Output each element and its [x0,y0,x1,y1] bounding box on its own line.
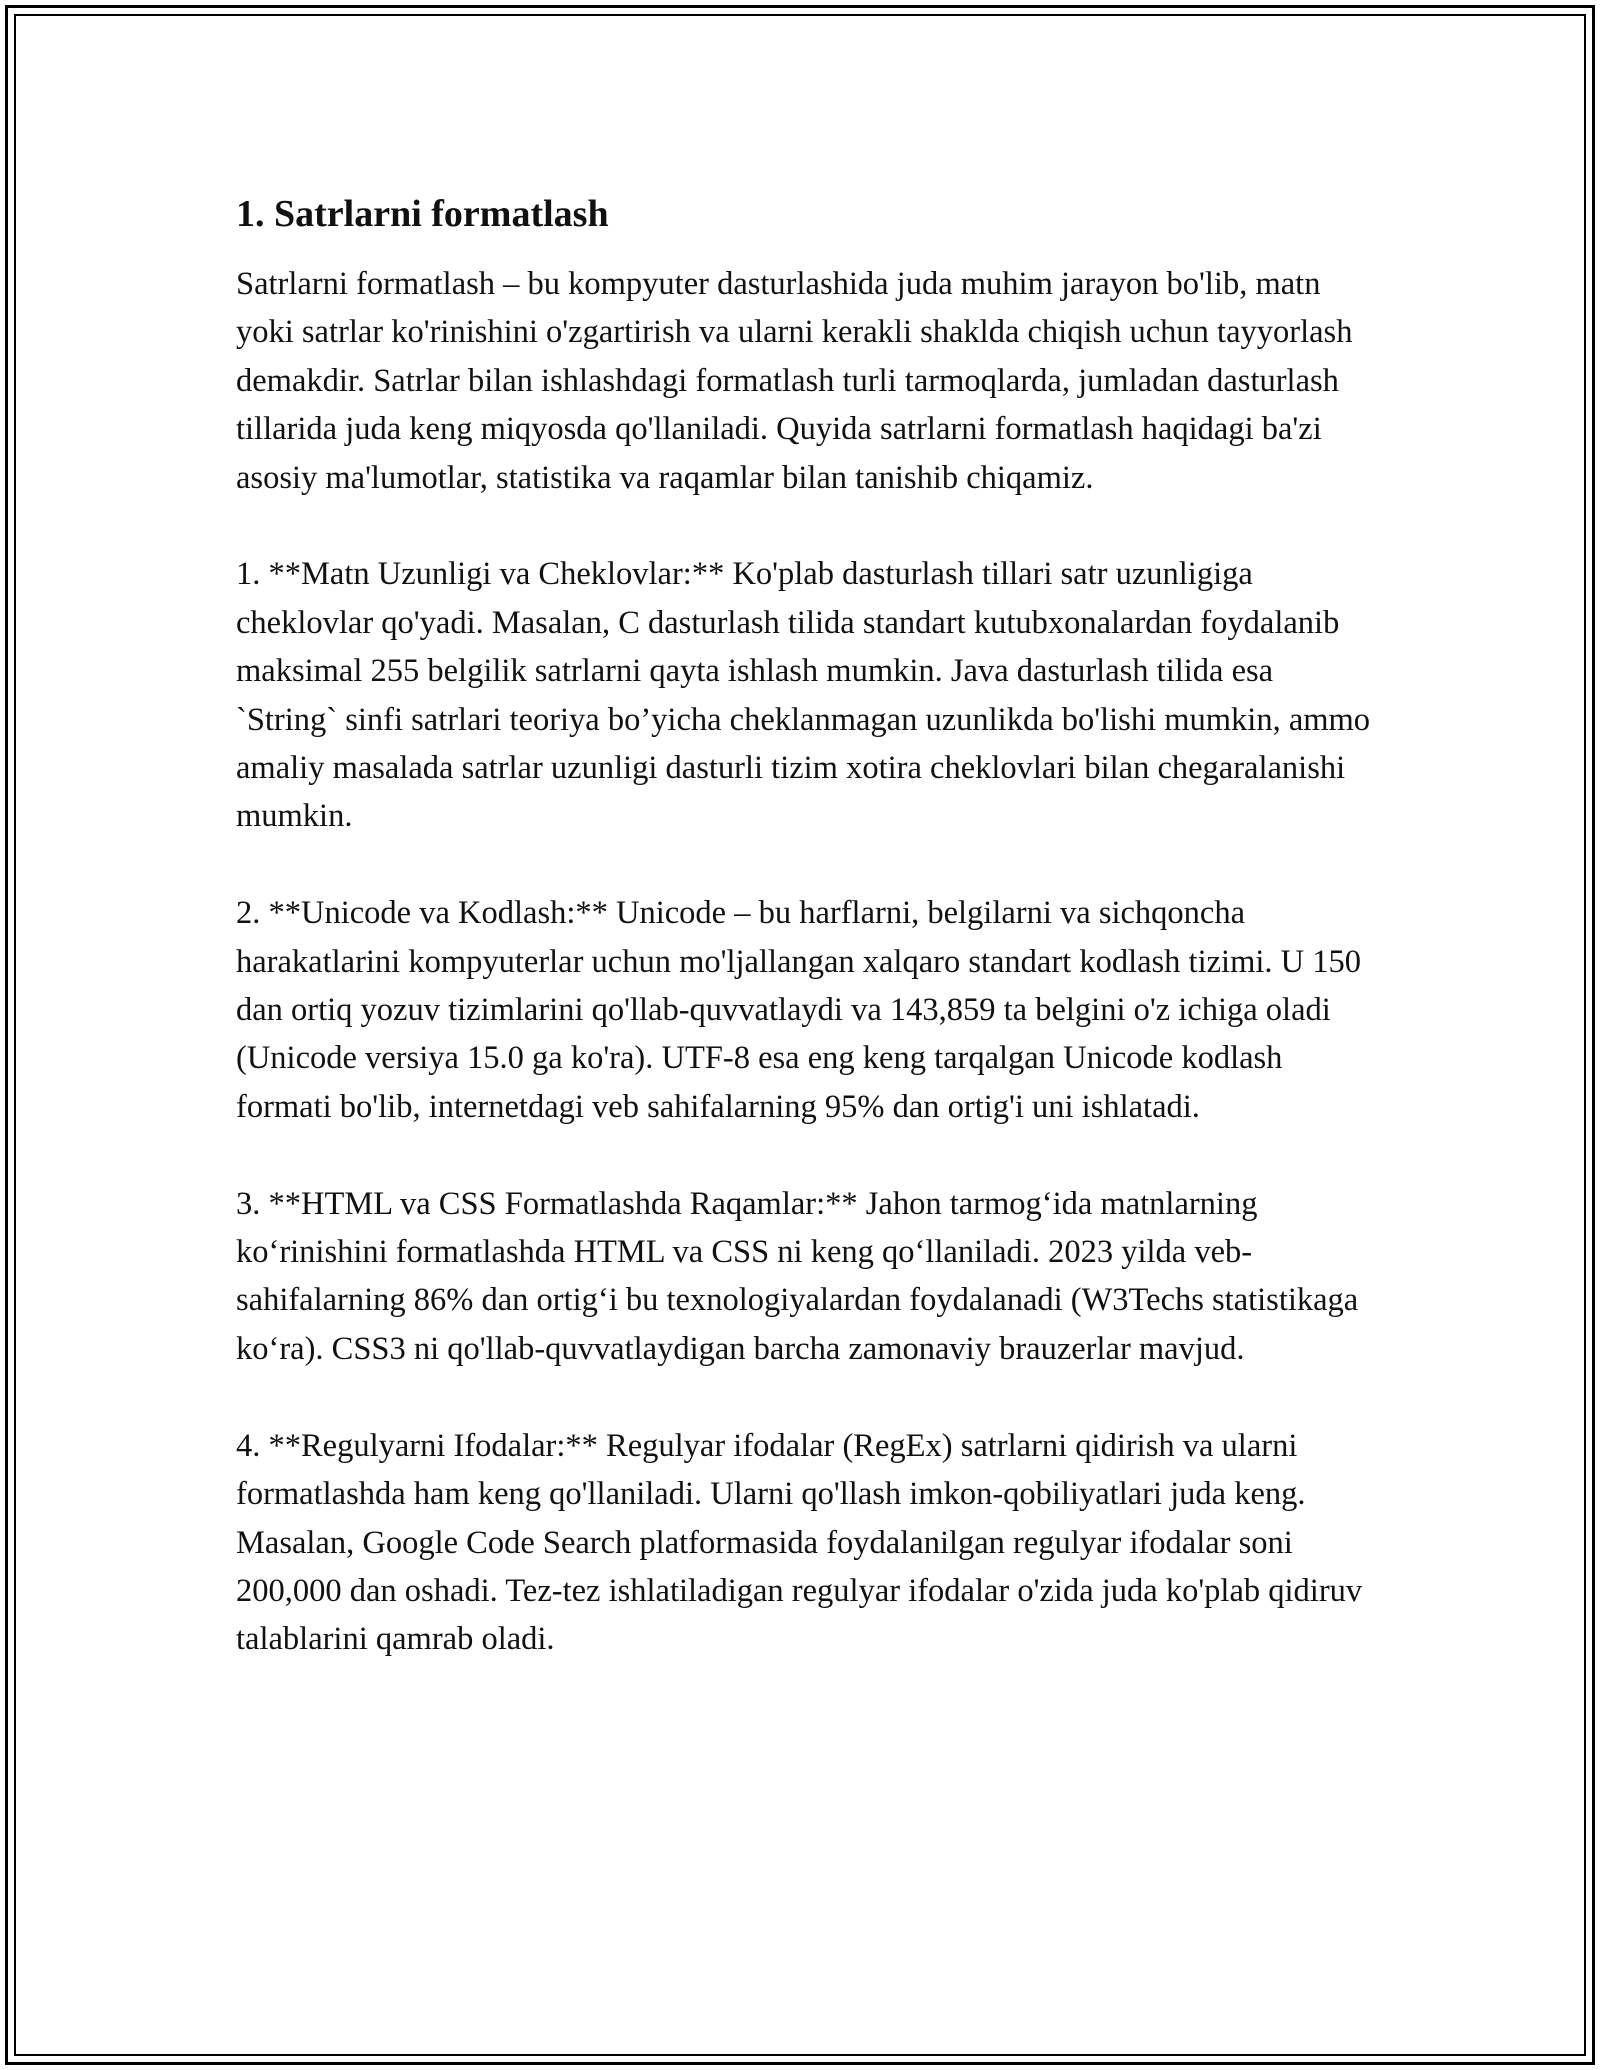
paragraph-regex: 4. **Regulyarni Ifodalar:** Regulyar ifodalar (RegEx) satrlarni qidirish va ularni formatlashda ham keng qo'llaniladi. Ularni qo'llash imkon-qobiliyatlari juda keng. Masalan, Google Code Search platformasida foydalanilgan regulyar ifodalar soni 200,000 dan oshadi. Tez-tez ishlatiladigan regulyar ifodalar o'zida juda ko'plab qidiruv talablarini qamrab oladi. [236,1427,1363,1658]
paragraph-html-css: 3. **HTML va CSS Formatlashda Raqamlar:** Jahon tarmog‘ida matnlarning ko‘rinishini formatlashda HTML va CSS ni keng qo‘llaniladi. 2023 yilda veb-sahifalarning 86% dan ortig‘i bu texnologiyalardan foydalanadi (W3Techs statistikaga ko‘ra). CSS3 ni qo'llab-quvvatlaydigan barcha zamonaviy brauzerlar mavjud. [236,1185,1359,1367]
paragraph-text-length: 1. **Matn Uzunligi va Cheklovlar:** Ko'plab dasturlash tillari satr uzunligiga cheklovlar qo'yadi. Masalan, C dasturlash tilida standart kutubxonalardan foydalanib maksimal 255 belgilik satrlarni qayta ishlash mumkin. Java dasturlash tilida esa `String` sinfi satrlari teoriya bo’yicha cheklanmagan uzunlikda bo'lishi mumkin, ammo amaliy masalada satrlar uzunligi dasturli tizim xotira cheklovlari bilan chegaralanishi mumkin. [236,556,1371,835]
intro-paragraph: Satrlarni formatlash – bu kompyuter dasturlashida juda muhim jarayon bo'lib, matn yoki satrlar ko'rinishini o'zgartirish va ularni kerakli shaklda chiqish uchun tayyorlash demakdir. Satrlar bilan ishlashdagi formatlash turli tarmoqlarda, jumladan dasturlash tillarida juda keng miqyosda qo'llaniladi. Quyida satrlarni formatlash haqidagi ba'zi asosiy ma'lumotlar, statistika va raqamlar bilan tanishib chiqamiz. [236,266,1353,496]
document-page [236,188,1372,1712]
section-heading: 1. Satrlarni formatlash [236,193,609,235]
paragraph-unicode: 2. **Unicode va Kodlash:** Unicode – bu harflarni, belgilarni va sichqoncha harakatlarini kompyuterlar uchun mo'ljallangan xalqaro standart kodlash tizimi. U 150 dan ortiq yozuv tizimlarini qo'llab-quvvatlaydi va 143,859 ta belgini o'z ichiga oladi (Unicode versiya 15.0 ga ko'ra). UTF-8 esa eng keng tarqalgan Unicode kodlash formati bo'lib, internetdagi veb sahifalarning 95% dan ortig'i uni ishlatadi. [236,895,1361,1125]
